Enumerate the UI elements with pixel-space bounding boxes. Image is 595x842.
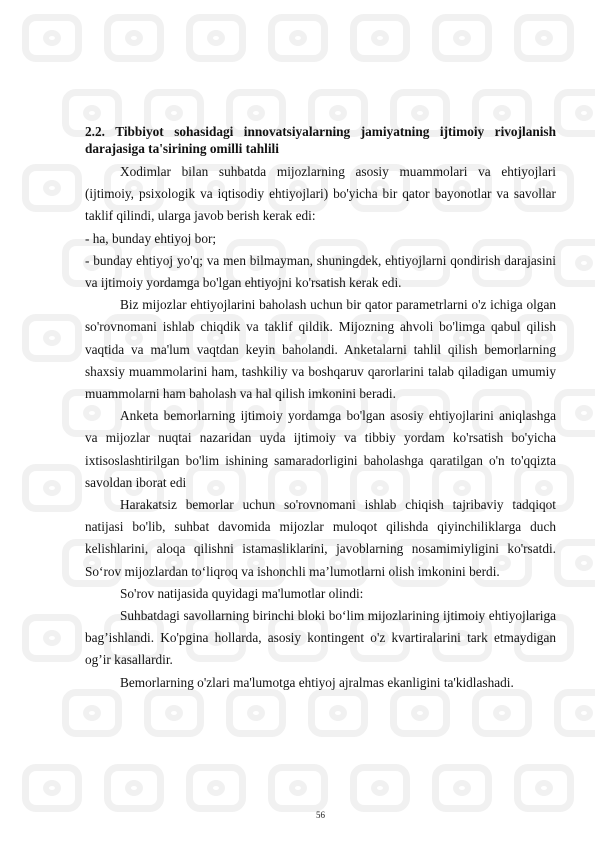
watermark-tile xyxy=(22,314,82,362)
watermark-tile xyxy=(22,164,82,212)
section-heading: 2.2. Tibbiyot sohasidagi innovatsiyalarning jamiyatning ijtimoiy rivojlanish darajasiga ta'sirining omilli tahlili xyxy=(85,124,556,156)
paragraph: Bemorlarning o'zlari ma'lumotga ehtiyoj ajralmas ekanligini ta'kidlashadi. xyxy=(120,674,514,690)
watermark-tile xyxy=(22,764,82,812)
list-item: - ha, bunday ehtiyoj bor; xyxy=(85,230,217,246)
watermark-tile xyxy=(554,239,595,287)
watermark-tile xyxy=(144,689,204,737)
watermark-tile xyxy=(432,764,492,812)
watermark-tile xyxy=(514,14,574,62)
watermark-tile xyxy=(186,14,246,62)
watermark-tile xyxy=(554,89,595,137)
watermark-tile xyxy=(268,14,328,62)
paragraph: Harakatsiz bemorlar uchun so'rovnomani ishlab chiqish tajribaviy tadqiqot natijasi bo'lib, suhbat davomida mijozlar muloqot qilishda qiyinchiliklarga duch kelishlarini, aloqa qilishni istamasliklarini, javoblarning nosamimiyligini ko'rsatdi. So‘rov mijozlardan to‘liqroq va ishonchli ma’lumotlarni olish imkonini berdi. xyxy=(85,497,556,579)
watermark-tile xyxy=(554,689,595,737)
watermark-tile xyxy=(390,689,450,737)
document-body xyxy=(85,123,556,694)
paragraph: Biz mijozlar ehtiyojlarini baholash uchun bir qator parametrlarni o'z ichiga olgan so'rovnomani ishlab chiqdik va taklif qildik. Mijozning ahvoli bo'limga qabul qilish vaqtida va ma'lum vaqtdan keyin baholandi. Anketalarni tahlil qilish bemorlarning shaxsiy muammolarini ham, tashkiliy va boshqaruv qarorlarini talab qiladigan umumiy muammolarni ham baholash va hal qilish imkonini beradi. xyxy=(85,297,556,402)
watermark-tile xyxy=(472,689,532,737)
watermark-tile xyxy=(350,14,410,62)
watermark-tile xyxy=(22,464,82,512)
watermark-tile xyxy=(22,14,82,62)
paragraph: So'rov natijasida quyidagi ma'lumotlar olindi: xyxy=(120,585,364,601)
watermark-tile xyxy=(432,14,492,62)
watermark-tile xyxy=(22,614,82,662)
watermark-tile xyxy=(104,14,164,62)
paragraph: Xodimlar bilan suhbatda mijozlarning asosiy muammolari va ehtiyojlari (ijtimoiy, psixologik va iqtisodiy ehtiyojlari) bo'yicha bir qator bayonotlar va savollar taklif qilindi, ularga javob berish kerak edi: xyxy=(85,164,556,224)
watermark-tile xyxy=(62,689,122,737)
watermark-tile xyxy=(554,539,595,587)
watermark-tile xyxy=(554,389,595,437)
paragraph: Anketa bemorlarning ijtimoiy yordamga bo'lgan asosiy ehtiyojlarini aniqlashga va mijozlar nuqtai nazaridan uyda ijtimoiy va tibbiy yordam ko'rsatish bo'yicha ixtisoslashtirilgan bo'lim ishining samaradorligini baholashga qaratilgan o'n to'qqizta savoldan iborat edi xyxy=(85,408,556,490)
page-number: 56 xyxy=(316,810,325,820)
watermark-tile xyxy=(226,689,286,737)
watermark-tile xyxy=(104,764,164,812)
watermark-tile xyxy=(186,764,246,812)
watermark-tile xyxy=(350,764,410,812)
watermark-tile xyxy=(268,764,328,812)
watermark-tile xyxy=(514,764,574,812)
watermark-tile xyxy=(308,689,368,737)
list-item: - bunday ehtiyoj yo'q; va men bilmayman, shuningdek, ehtiyojlarni qondirish darajasini va ijtimoiy yordamga bo'lgan ehtiyojni ko'rsatish kerak edi. xyxy=(85,252,556,291)
paragraph: Suhbatdagi savollarning birinchi bloki bo‘lim mijozlarining ijtimoiy ehtiyojlariga bag’ishlandi. Ko'pgina hollarda, asosiy kontingent o'z kvartiralarini tark etmaydigan og’ir kasallardir. xyxy=(85,608,556,668)
